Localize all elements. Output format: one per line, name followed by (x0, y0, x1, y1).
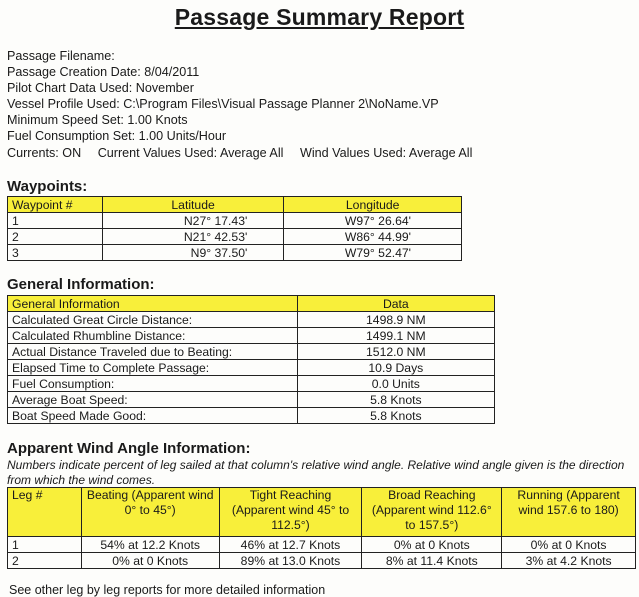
info-value: 0.0 Units (297, 376, 494, 392)
latitude-cell: N27° 17.43' (102, 213, 284, 229)
fuel-consumption-set: Fuel Consumption Set: 1.00 Units/Hour (7, 129, 227, 144)
minimum-speed: Minimum Speed Set: 1.00 Knots (7, 113, 188, 128)
col-broad-reaching: Broad Reaching (Apparent wind 112.6° to 157.5°) (362, 488, 502, 537)
leg-number: 1 (8, 537, 82, 553)
col-beating: Beating (Apparent wind 0° to 45°) (81, 488, 219, 537)
wind-angle-table (7, 487, 636, 569)
col-general-information: General Information (8, 296, 298, 312)
broad-reaching-cell: 0% at 0 Knots (362, 537, 502, 553)
info-value: 1498.9 NM (297, 312, 494, 328)
running-cell: 3% at 4.2 Knots (502, 553, 636, 569)
pilot-chart-data: Pilot Chart Data Used: November (7, 81, 194, 96)
passage-filename: Passage Filename: (7, 49, 115, 63)
latitude-cell: N9° 37.50' (102, 245, 284, 261)
info-label: Elapsed Time to Complete Passage: (8, 360, 298, 376)
table-row (8, 537, 636, 553)
currents-line (7, 145, 472, 161)
leg-number: 2 (8, 553, 82, 569)
waypoints-table (7, 196, 462, 261)
longitude-cell: W79° 52.47' (284, 245, 462, 261)
longitude-cell: W86° 44.99' (284, 229, 462, 245)
col-data: Data (297, 296, 494, 312)
currents-status: Currents: ON (7, 145, 82, 160)
info-label: Calculated Great Circle Distance: (8, 312, 298, 328)
info-label: Calculated Rhumbline Distance: (8, 328, 298, 344)
table-row (8, 344, 495, 360)
general-info-heading: General Information: (7, 276, 155, 293)
beating-cell: 0% at 0 Knots (81, 553, 219, 569)
info-value: 1512.0 NM (297, 344, 494, 360)
broad-reaching-cell: 8% at 11.4 Knots (362, 553, 502, 569)
longitude-cell: W97° 26.64' (284, 213, 462, 229)
col-leg: Leg # (8, 488, 82, 537)
tight-reaching-cell: 46% at 12.7 Knots (219, 537, 362, 553)
col-running: Running (Apparent wind 157.6 to 180) (502, 488, 636, 537)
report-title: Passage Summary Report (174, 4, 465, 30)
info-value: 1499.1 NM (297, 328, 494, 344)
waypoint-number: 1 (8, 213, 103, 229)
table-row (8, 553, 636, 569)
footer-note: See other leg by leg reports for more detailed information (9, 583, 326, 597)
info-label: Boat Speed Made Good: (8, 408, 298, 424)
info-value: 5.8 Knots (297, 408, 494, 424)
info-label: Actual Distance Traveled due to Beating: (8, 344, 298, 360)
col-latitude: Latitude (102, 197, 284, 213)
wind-header-row (8, 488, 636, 537)
passage-metadata (7, 48, 472, 161)
wind-angle-note: Numbers indicate percent of leg sailed at that column's relative wind angle. Relative wind angle given is the direction from which the wind comes. (7, 458, 625, 487)
table-row (8, 376, 495, 392)
table-row (8, 392, 495, 408)
waypoint-number: 2 (8, 229, 103, 245)
table-row (8, 245, 462, 261)
table-row (8, 213, 462, 229)
vessel-profile: Vessel Profile Used: C:\Program Files\Visual Passage Planner 2\NoName.VP (7, 97, 439, 112)
info-value: 5.8 Knots (297, 392, 494, 408)
latitude-cell: N21° 42.53' (102, 229, 284, 245)
waypoints-header-row (8, 197, 462, 213)
passage-creation-date: Passage Creation Date: 8/04/2011 (7, 65, 200, 80)
table-row (8, 360, 495, 376)
table-row (8, 229, 462, 245)
wind-values: Wind Values Used: Average All (299, 145, 473, 160)
beating-cell: 54% at 12.2 Knots (81, 537, 219, 553)
running-cell: 0% at 0 Knots (502, 537, 636, 553)
waypoint-number: 3 (8, 245, 103, 261)
general-info-table (7, 295, 495, 424)
table-row (8, 328, 495, 344)
wind-angle-heading: Apparent Wind Angle Information: (7, 440, 251, 457)
col-waypoint: Waypoint # (8, 197, 103, 213)
table-row (8, 408, 495, 424)
col-tight-reaching: Tight Reaching (Apparent wind 45° to 112.5°) (219, 488, 362, 537)
waypoints-heading: Waypoints: (7, 178, 88, 195)
current-values: Current Values Used: Average All (97, 145, 284, 160)
tight-reaching-cell: 89% at 13.0 Knots (219, 553, 362, 569)
general-info-header-row (8, 296, 495, 312)
info-label: Average Boat Speed: (8, 392, 298, 408)
table-row (8, 312, 495, 328)
col-longitude: Longitude (284, 197, 462, 213)
info-label: Fuel Consumption: (8, 376, 298, 392)
info-value: 10.9 Days (297, 360, 494, 376)
